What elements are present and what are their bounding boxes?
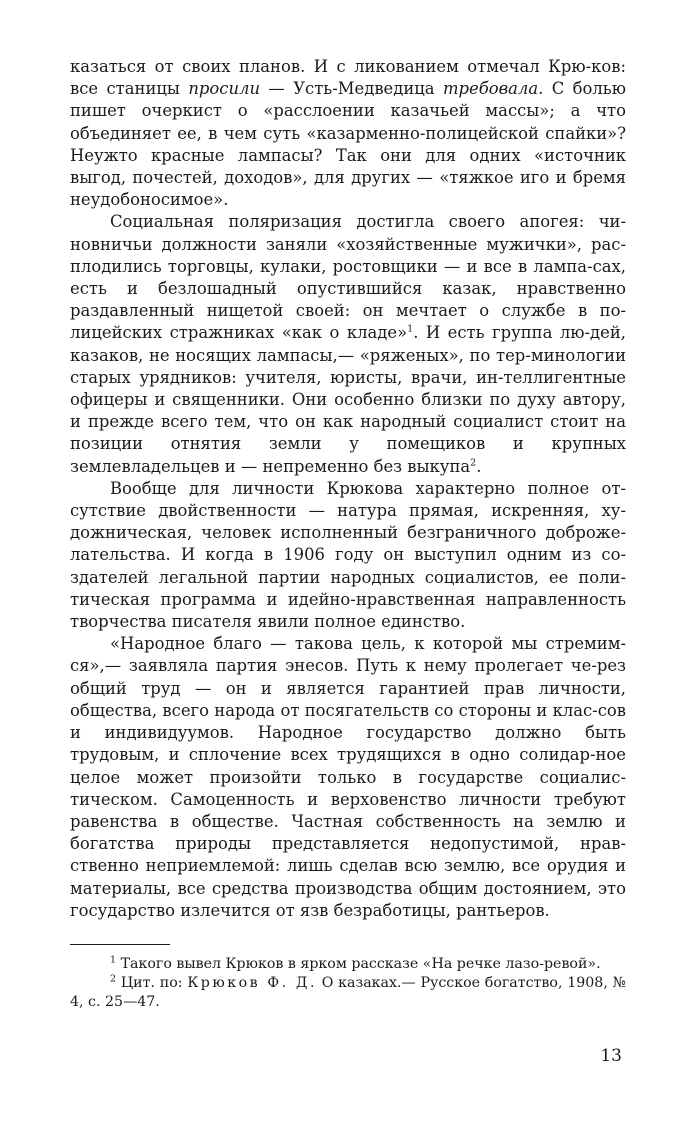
paragraph-1-italic-a: просили: [188, 79, 261, 99]
paragraph-2-text-a: Социальная поляризация достигла своего апогея: чи-новничьи должности заняли «хозяйственные мужички», рас-плодились торговцы, кулаки, ростовщики — и все в лампа-сах, есть и безлошадный опустившийся казак, нравственно раздавленный нищетой своей: он мечтает о службе в по-лицейских стражниках «как о кладе»: [70, 212, 626, 343]
footnote-2-mark: 2: [110, 973, 117, 985]
paragraph-1: [70, 56, 626, 211]
page-number: 13: [600, 1046, 622, 1066]
footnote-1-text: Такого вывел Крюков в ярком рассказе «На речке лазо-ревой».: [120, 955, 601, 972]
paragraph-4: «Народное благо — такова цель, к которой мы стремим-ся»,— заявляла партия энесов. Путь к нему пролегает че-рез общий труд — он и является гарантией прав личности, общества, всего народа от посягательств со стороны и клас-сов и индивидуумов. Народное государство должно быть трудовым, и сплочение всех трудящихся в одно солидар-ное целое может произойти только в государстве социалис-тическом. Самоценность и верховенство личности требуют равенства в обществе. Частная собственность на землю и богатства природы представляется недопустимой, нрав-ственно неприемлемой: лишь сделав всю землю, все орудия и материалы, все средства производства общим достоянием, это государство излечится от язв безработицы, рантьеров.: [70, 634, 626, 920]
footnote-2-rest: О казаках.— Русское богатство, 1908, № 4, с. 25—47.: [70, 974, 627, 1010]
paragraph-2-text-b: . И есть группа лю-дей, казаков, не носящих лампасы,— «ряженых», по тер-минологии старых урядников: учителя, юристы, врачи, ин-теллигентные офицеры и священники. Они особенно близки по духу автору, и прежде всего тем, что он как народный социалист стоит на позиции отнятия земли у помещиков и крупных землевладельцев и — непременно без выкупа: [70, 323, 626, 476]
paragraph-3: Вообще для личности Крюкова характерно полное от-сутствие двойственности — натура прямая, искренняя, ху-дожническая, человек исполненный безграничного доброже-лательства. И когда в 1906 году он выступил одним из со-здателей легальной партии народных социалистов, ее поли-тическая программа и идейно-нравственная направленность творчества писателя явили полное единство.: [70, 478, 626, 632]
paragraph-1-italic-b: требовала.: [442, 79, 544, 99]
footnote-1: [70, 955, 626, 974]
paragraph-1-text-c: С болью пишет очеркист о «расслоении казачьей массы»; а что объединяет ее, в чем суть «казарменно-полицейской спайки»? Неужто красные лампасы? Так они для одних «источник выгод, почестей, доходов», для других — «тяжкое иго и бремя неудобоносимое».: [70, 79, 627, 210]
footnote-divider: [70, 944, 170, 945]
book-page: [70, 56, 626, 1012]
paragraph-2: [70, 211, 626, 477]
footnote-2: [70, 974, 626, 1012]
footnote-ref-2: 2: [470, 457, 477, 469]
paragraph-1-text-a: казаться от своих планов. И с ликованием отмечал Крю-ков: все станицы: [70, 57, 626, 99]
footnote-1-mark: 1: [110, 954, 117, 966]
footnote-2-lead: Цит. по:: [120, 974, 183, 991]
paragraph-1-text-b: — Усть-Медведица: [260, 79, 443, 99]
paragraph-2-text-c: .: [476, 456, 482, 476]
footnote-ref-1: 1: [407, 323, 414, 335]
footnote-2-author: Крюков Ф. Д.: [187, 974, 317, 991]
